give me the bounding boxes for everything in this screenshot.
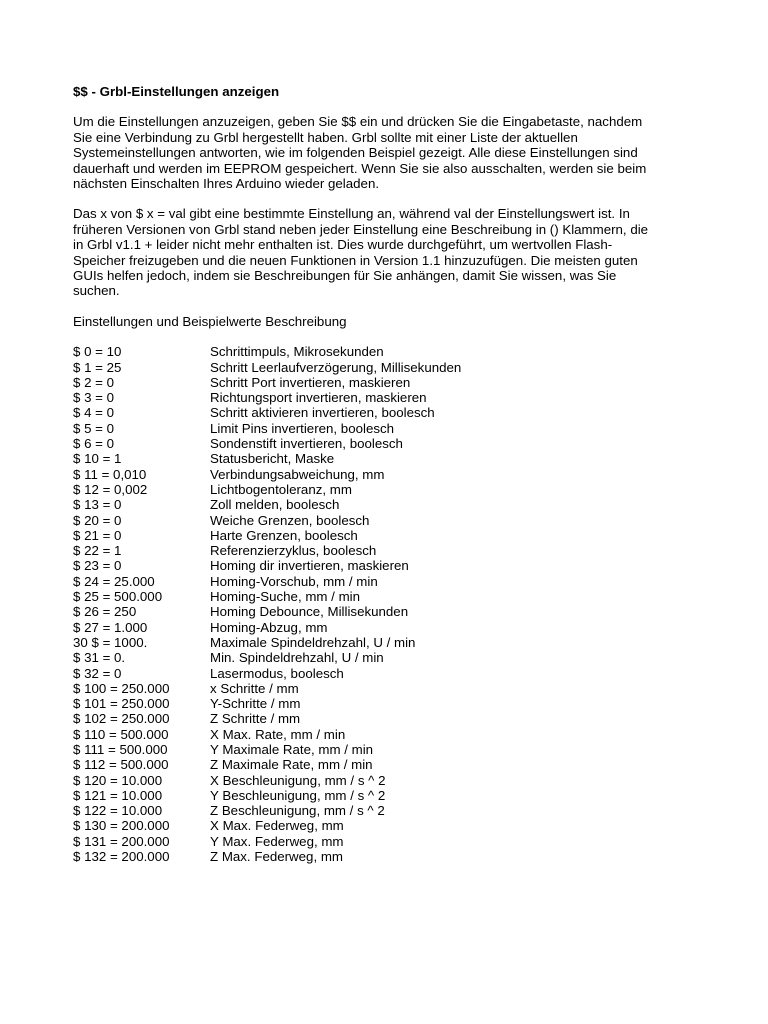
settings-row [73, 558, 703, 573]
settings-row [73, 405, 703, 420]
settings-row [73, 711, 703, 726]
setting-key: $ 24 = 25.000 [73, 573, 155, 589]
settings-row [73, 849, 703, 864]
setting-key: $ 100 = 250.000 [73, 680, 170, 696]
settings-row [73, 696, 703, 711]
setting-description: X Max. Rate, mm / min [210, 726, 346, 742]
paragraph-explanation [73, 206, 703, 298]
setting-key: $ 5 = 0 [73, 420, 115, 436]
settings-row [73, 803, 703, 818]
setting-key: $ 130 = 200.000 [73, 818, 170, 834]
settings-row [73, 773, 703, 788]
settings-row [73, 635, 703, 650]
setting-description: X Max. Federweg, mm [210, 818, 344, 834]
settings-row [73, 360, 703, 375]
setting-description: X Beschleunigung, mm / s ^ 2 [210, 772, 386, 788]
settings-row [73, 467, 703, 482]
settings-row [73, 650, 703, 665]
setting-description: Maximale Spindeldrehzahl, U / min [210, 634, 416, 650]
settings-row [73, 543, 703, 558]
settings-row [73, 681, 703, 696]
setting-key: $ 111 = 500.000 [73, 742, 168, 757]
settings-row [73, 451, 703, 466]
settings-row [73, 390, 703, 405]
setting-description: Harte Grenzen, boolesch [210, 527, 358, 543]
settings-row [73, 436, 703, 451]
setting-key: $ 122 = 10.000 [73, 803, 163, 819]
setting-description: Z Schritte / mm [210, 711, 301, 727]
paragraph-line: früheren Versionen von Grbl stand neben jeder Einstellung eine Beschreibung in () Klammern, die [73, 221, 649, 237]
setting-description: Schrittimpuls, Mikrosekunden [210, 344, 384, 360]
setting-key: $ 27 = 1.000 [73, 619, 148, 635]
setting-key: $ 121 = 10.000 [73, 787, 163, 803]
document-title: $$ - Grbl-Einstellungen anzeigen [73, 84, 280, 99]
setting-description: Homing-Vorschub, mm / min [210, 573, 378, 589]
settings-row [73, 666, 703, 681]
setting-description: Sondenstift invertieren, boolesch [210, 436, 403, 452]
settings-row [73, 497, 703, 512]
settings-row [73, 788, 703, 803]
paragraph-line: Um die Einstellungen anzuzeigen, geben Sie $$ ein und drücken Sie die Eingabetaste, nachdem [73, 114, 643, 130]
settings-row [73, 757, 703, 772]
settings-row [73, 727, 703, 742]
setting-key: $ 26 = 250 [73, 604, 137, 620]
setting-key: $ 2 = 0 [73, 374, 115, 390]
setting-key: $ 23 = 0 [73, 558, 122, 574]
settings-row [73, 742, 703, 757]
setting-description: Y-Schritte / mm [210, 696, 301, 712]
settings-row [73, 375, 703, 390]
setting-description: x Schritte / mm [210, 680, 299, 696]
setting-key: $ 131 = 200.000 [73, 833, 170, 849]
paragraph-line: in Grbl v1.1 + leider nicht mehr enthalten ist. Dies wurde durchgeführt, um wertvollen Flash- [73, 237, 613, 253]
paragraph-line: GUIs helfen jedoch, indem sie Beschreibungen für Sie anhängen, damit Sie wissen, was Sie [73, 268, 617, 284]
setting-description: Schritt Leerlaufverzögerung, Millisekunden [210, 359, 462, 375]
setting-key: $ 0 = 10 [73, 344, 122, 360]
setting-description: Z Max. Federweg, mm [210, 849, 343, 865]
document-page [73, 84, 703, 864]
settings-row [73, 818, 703, 833]
setting-description: Weiche Grenzen, boolesch [210, 512, 370, 528]
setting-description: Statusbericht, Maske [210, 451, 335, 467]
settings-row [73, 344, 703, 359]
setting-description: Referenzierzyklus, boolesch [210, 543, 377, 559]
setting-key: $ 101 = 250.000 [73, 696, 170, 712]
settings-row [73, 589, 703, 604]
setting-key: $ 132 = 200.000 [73, 849, 170, 865]
paragraph-line: dauerhaft und werden im EEPROM gespeichert. Wenn Sie sie also ausschalten, werden sie beim [73, 160, 647, 176]
paragraph-line: suchen. [73, 283, 120, 299]
setting-description: Y Maximale Rate, mm / min [210, 742, 374, 757]
paragraph-line: Sie eine Verbindung zu Grbl hergestellt haben. Grbl sollte mit einer Liste der aktuellen [73, 129, 578, 145]
settings-row [73, 513, 703, 528]
setting-key: $ 112 = 500.000 [73, 757, 169, 773]
paragraph-intro [73, 114, 703, 191]
settings-row [73, 528, 703, 543]
setting-key: $ 20 = 0 [73, 512, 122, 528]
setting-key: $ 31 = 0. [73, 650, 126, 666]
setting-key: $ 12 = 0,002 [73, 481, 148, 497]
setting-key: $ 102 = 250.000 [73, 711, 170, 727]
setting-description: Y Beschleunigung, mm / s ^ 2 [210, 787, 386, 803]
settings-row [73, 421, 703, 436]
settings-row [73, 620, 703, 635]
setting-description: Homing dir invertieren, maskieren [210, 558, 409, 574]
paragraph-line: nächsten Einschalten Ihres Arduino wieder geladen. [73, 176, 380, 192]
settings-row [73, 482, 703, 497]
setting-key: $ 32 = 0 [73, 665, 122, 681]
paragraph-line: Das x von $ x = val gibt eine bestimmte Einstellung an, während val der Einstellungswert ist. In [73, 206, 630, 222]
setting-key: $ 21 = 0 [73, 527, 122, 543]
setting-key: $ 11 = 0,010 [73, 466, 147, 482]
settings-row [73, 834, 703, 849]
setting-description: Y Max. Federweg, mm [210, 833, 344, 849]
setting-description: Richtungsport invertieren, maskieren [210, 390, 427, 406]
setting-description: Schritt Port invertieren, maskieren [210, 374, 411, 390]
setting-description: Verbindungsabweichung, mm [210, 466, 385, 482]
setting-description: Min. Spindeldrehzahl, U / min [210, 650, 384, 666]
setting-key: $ 3 = 0 [73, 390, 115, 406]
setting-description: Homing Debounce, Millisekunden [210, 604, 409, 620]
setting-key: $ 6 = 0 [73, 436, 115, 452]
setting-key: $ 1 = 25 [73, 359, 122, 375]
setting-description: Lasermodus, boolesch [210, 665, 344, 681]
paragraph-line: Systemeinstellungen antworten, wie im folgenden Beispiel gezeigt. Alle diese Einstellungen sind [73, 145, 638, 161]
setting-key: $ 10 = 1 [73, 451, 122, 467]
setting-key: $ 4 = 0 [73, 405, 115, 421]
setting-key: $ 120 = 10.000 [73, 772, 163, 788]
setting-description: Schritt aktivieren invertieren, boolesch [210, 405, 435, 421]
setting-key: $ 13 = 0 [73, 497, 122, 513]
setting-description: Homing-Abzug, mm [210, 619, 328, 635]
setting-key: $ 25 = 500.000 [73, 589, 163, 605]
paragraph-line: Speicher freizugeben und die neuen Funktionen in Version 1.1 hinzuzufügen. Die meisten guten [73, 252, 638, 268]
setting-description: Z Beschleunigung, mm / s ^ 2 [210, 803, 385, 819]
settings-row [73, 604, 703, 619]
setting-key: $ 110 = 500.000 [73, 726, 169, 742]
settings-list [73, 344, 703, 864]
setting-description: Homing-Suche, mm / min [210, 589, 360, 605]
setting-description: Z Maximale Rate, mm / min [210, 757, 373, 773]
settings-table-heading: Einstellungen und Beispielwerte Beschreibung [73, 313, 347, 329]
setting-key: $ 22 = 1 [73, 543, 122, 559]
setting-key: 30 $ = 1000. [73, 634, 148, 650]
setting-description: Zoll melden, boolesch [210, 497, 340, 513]
setting-description: Limit Pins invertieren, boolesch [210, 420, 395, 436]
settings-row [73, 574, 703, 589]
setting-description: Lichtbogentoleranz, mm [210, 481, 352, 497]
